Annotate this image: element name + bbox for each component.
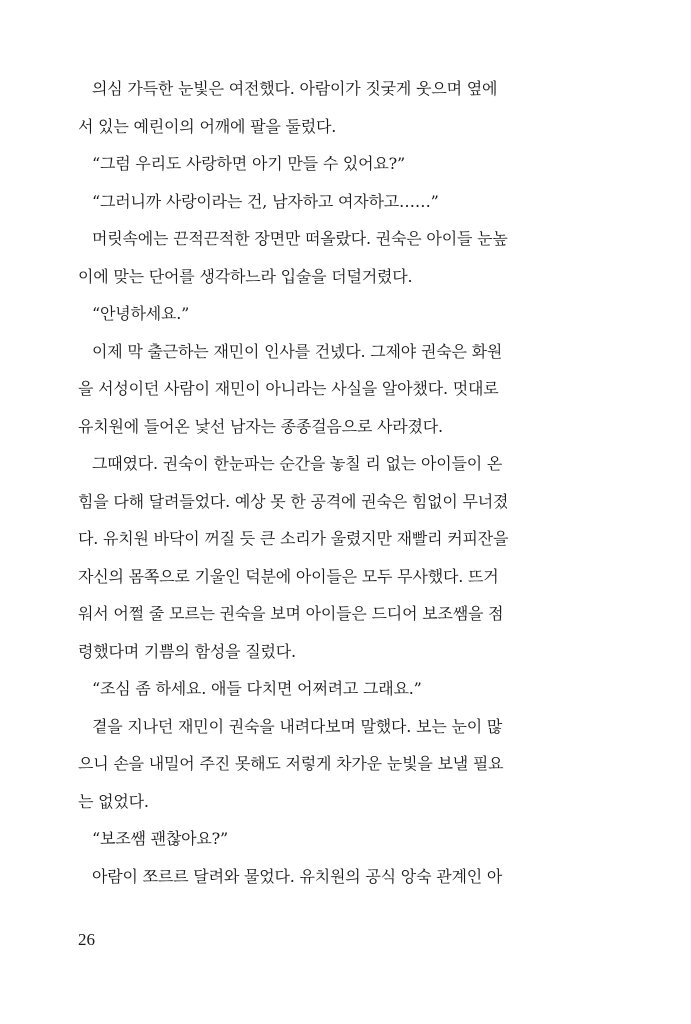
text-line: 머릿속에는 끈적끈적한 장면만 떠올랐다. 권숙은 아이들 눈높 xyxy=(92,229,508,248)
text-line: 자신의 몸쪽으로 기울인 덕분에 아이들은 모두 무사했다. 뜨거 xyxy=(78,566,499,586)
text-line: 으니 손을 내밀어 주진 못해도 저렇게 차가운 눈빛을 보낼 필요 xyxy=(78,754,504,773)
text-line: 아람이 쪼르르 달려와 물었다. 유치원의 공식 앙숙 관계인 아 xyxy=(92,866,503,886)
text-line: “보조쌤 괜찮아요?” xyxy=(92,829,229,848)
text-line: “그러니까 사랑이라는 건, 남자하고 여자하고……” xyxy=(92,191,439,211)
text-line: 이에 맞는 단어를 생각하느라 입술을 더덜거렸다. xyxy=(78,266,413,286)
text-line: 는 없었다. xyxy=(78,791,149,811)
text-line: 서 있는 예린이의 어깨에 팔을 둘렀다. xyxy=(78,116,337,136)
text-line: “그럼 우리도 사랑하면 아기 만들 수 있어요?” xyxy=(92,154,406,173)
text-line: 유치원에 들어온 낯선 남자는 종종걸음으로 사라졌다. xyxy=(78,416,443,436)
page-body xyxy=(78,70,623,895)
text-line: “조심 좀 하세요. 애들 다치면 어쩌려고 그래요.” xyxy=(92,679,422,698)
text-line: 다. 유치원 바닥이 꺼질 듯 큰 소리가 울렸지만 재빨리 커피잔을 xyxy=(78,529,509,548)
text-line: 령했다며 기쁨의 함성을 질렀다. xyxy=(78,641,296,661)
text-line: 워서 어쩔 줄 모르는 권숙을 보며 아이들은 드디어 보조쌤을 점 xyxy=(78,604,504,623)
page-number: 26 xyxy=(78,930,95,949)
text-line: 을 서성이던 사람이 재민이 아니라는 사실을 알아챘다. 멋대로 xyxy=(78,379,499,398)
text-line: 이제 막 출근하는 재민이 인사를 건넸다. 그제야 권숙은 화원 xyxy=(92,341,503,361)
text-line: 의심 가득한 눈빛은 여전했다. 아람이가 짓궂게 웃으며 옆에 xyxy=(92,79,498,98)
text-line: 곁을 지나던 재민이 권숙을 내려다보며 말했다. 보는 눈이 많 xyxy=(92,716,503,736)
text-line: 힘을 다해 달려들었다. 예상 못 한 공격에 권숙은 힘없이 무너졌 xyxy=(78,491,509,511)
text-line: 그때였다. 권숙이 한눈파는 순간을 놓칠 리 없는 아이들이 온 xyxy=(92,454,503,473)
text-line: “안녕하세요.” xyxy=(92,304,190,323)
